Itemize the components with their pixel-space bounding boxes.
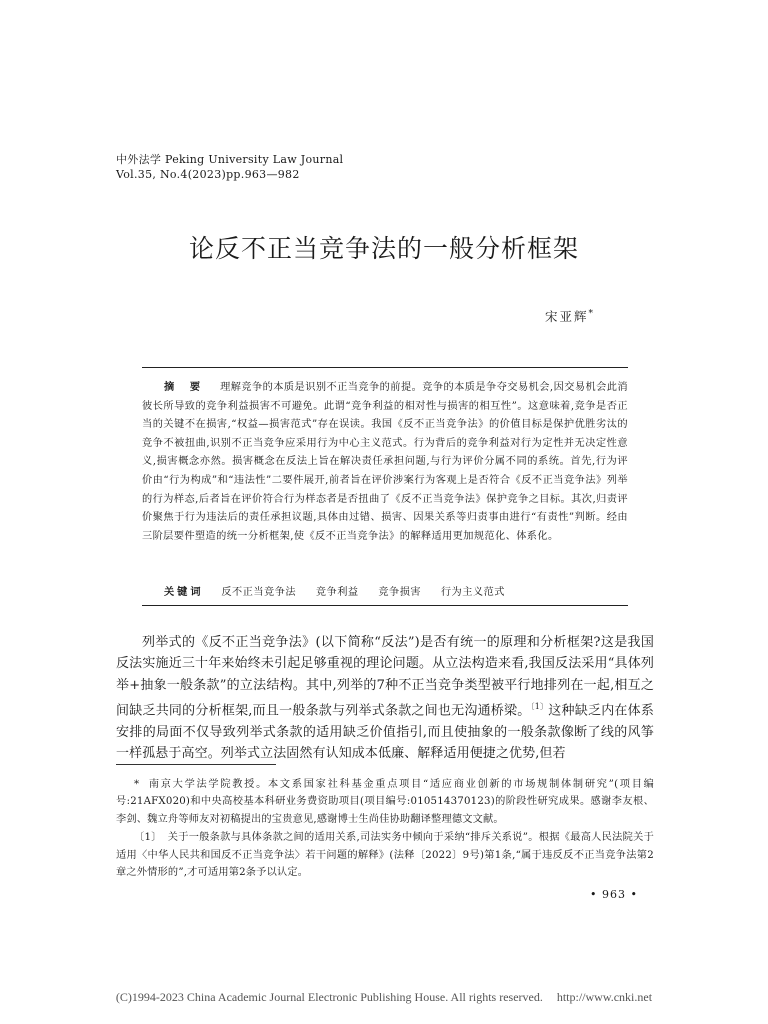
- abstract-bottom-rule: [142, 605, 628, 606]
- keywords-label: 关键词: [164, 586, 204, 598]
- abstract-label: 摘 要: [164, 381, 207, 393]
- footnote-1: [116, 829, 654, 881]
- keyword: 反不正当竞争法: [221, 587, 297, 598]
- footnotes: [116, 776, 654, 882]
- author-footnote-mark[interactable]: *: [588, 308, 594, 319]
- abstract-text: 理解竞争的本质是识别不正当竞争的前提。竞争的本质是争夺交易机会,因交易机会此消彼长所导致的竞争利益损害不可避免。此谓“竞争利益的相对性与损害的相互性”。这意味着,竞争是否正当的关键不在损害,“权益—损害范式”存在误读。我国《反不正当竞争法》的价值目标是保护优胜劣汰的竞争不被扭曲,识别不正当竞争应采用行为中心主义范式。行为背后的竞争利益对行为定性并无决定性意义,损害概念亦然。损害概念在反法上旨在解决责任承担问题,与行为评价分属不同的系统。首先,行为评价由“行为构成”和“违法性”二要件展开,前者旨在评价涉案行为客观上是否符合《反不正当竞争法》列举的行为样态,后者旨在评价符合行为样态者是否扭曲了《反不正当竞争法》保护竞争之目标。其次,归责评价聚焦于行为违法后的责任承担议题,具体由过错、损害、因果关系等归责事由进行“有责性”判断。经由三阶层要件塑造的统一分析框架,使《反不正当竞争法》的解释适用更加规范化、体系化。: [142, 382, 628, 542]
- footnote-mark: 〔1〕: [134, 832, 162, 844]
- keyword: 竞争损害: [378, 587, 422, 598]
- website-link[interactable]: http://www.cnki.net: [556, 990, 653, 1004]
- footnote-ref-1[interactable]: 〔1〕: [530, 702, 549, 712]
- abstract: [142, 378, 628, 546]
- keyword: 竞争利益: [315, 587, 359, 598]
- body-paragraph: [116, 632, 654, 765]
- footnote-text: 关于一般条款与具体条款之间的适用关系,司法实务中倾向于采纳“排斥关系说”。根据《最高人民法院关于适用〈中华人民共和国反不正当竞争法〉若干问题的解释》(法释〔2022〕9号)第1条,“属于违反反不正当竞争法第2章之外情形的”,才可适用第2条予以认定。: [116, 832, 654, 879]
- page-number: • 963 •: [590, 888, 638, 901]
- footnote-mark: *: [134, 779, 140, 790]
- body-text-end: 这种缺乏内在体系安排的局面不仅导致列举式条款的适用缺乏价值指引,而且使抽象的一般条款像断了线的风筝一样孤悬于高空。列举式立法固然有认知成本低廉、解释适用便捷之优势,但若: [116, 703, 654, 762]
- author: [545, 307, 593, 325]
- journal-volume-info: Vol.35, No.4(2023)pp.963—982: [116, 168, 300, 181]
- footnote-author: [116, 776, 654, 828]
- keyword: 行为主义范式: [440, 587, 505, 598]
- footnote-text: 南京大学法学院教授。本文系国家社科基金重点项目“适应商业创新的市场规制体制研究”(项目编号:21AFX020)和中央高校基本科研业务费资助项目(项目编号:010514370123)的阶段性研究成果。感谢李友根、李剑、魏立舟等师友对初稿提出的宝贵意见,感谢博士生尚佳协助翻译整理德文文献。: [116, 779, 654, 825]
- abstract-top-rule: [142, 367, 628, 368]
- keywords: [164, 583, 521, 598]
- journal-name: 中外法学 Peking University Law Journal: [116, 153, 344, 166]
- body-text: [116, 632, 654, 765]
- author-name: 宋亚辉: [545, 309, 589, 324]
- article-title: 论反不正当竞争法的一般分析框架: [188, 234, 579, 263]
- footnote-separator: [116, 764, 276, 765]
- copyright-footer: [0, 990, 768, 1005]
- body-text-start: 列举式的《反不正当竞争法》(以下简称“反法”)是否有统一的原理和分析框架?这是我国反法实施近三十年来始终未引起足够重视的理论问题。从立法构造来看,我国反法采用“具体列举+抽象一般条款”的立法结构。其中,列举的7种不正当竞争类型被平行地排列在一起,相互之间缺乏共同的分析框架,而且一般条款与列举式条款之间也无沟通桥梁。: [116, 635, 654, 719]
- copyright-text: (C)1994-2023 China Academic Journal Electronic Publishing House. All rights reserved.: [115, 990, 543, 1004]
